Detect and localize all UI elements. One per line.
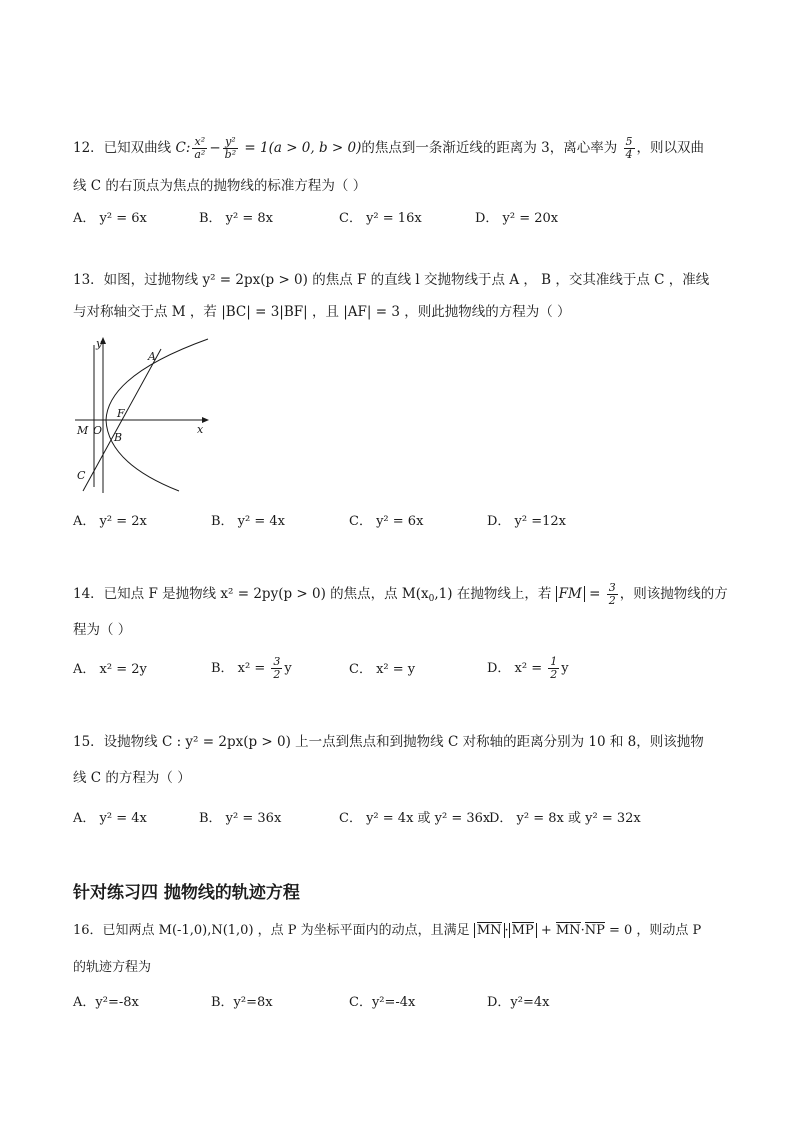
q14-frac	[607, 582, 618, 607]
section-heading: 针对练习四 抛物线的轨迹方程	[73, 883, 300, 903]
q16-vector-np: NP	[584, 923, 605, 938]
q12-option-d[interactable]: D． y² = 20x	[475, 211, 559, 226]
q14-abs-fm: FM	[556, 586, 585, 602]
q14-option-d-num: 1	[550, 655, 558, 668]
q14-text-suffix: ，则该抛物线的方	[619, 586, 728, 602]
q16-option-b[interactable]: B．y²=8x	[211, 995, 273, 1010]
q12-frac-y	[223, 136, 238, 161]
q13-option-c[interactable]: C． y² = 6x	[349, 514, 424, 529]
q14-subscript: 0	[428, 594, 435, 604]
q12-text-suffix: ，则以双曲	[636, 140, 705, 156]
q12-eq-rest: = 1(a > 0, b > 0)	[240, 140, 362, 156]
label-x: x	[197, 423, 204, 436]
q12-option-a[interactable]: A． y² = 6x	[73, 211, 147, 226]
label-m: M	[77, 424, 89, 437]
q12-frac-y-den: b²	[224, 148, 237, 161]
q12-curve: C:	[175, 140, 191, 156]
q14-option-d-frac	[548, 656, 559, 681]
q12-frac-x	[192, 136, 207, 161]
q14-option-b-den: 2	[273, 668, 281, 681]
q15-line2: 线 C 的方程为（ ）	[73, 770, 191, 786]
q16-option-c[interactable]: C．y²=-4x	[349, 995, 416, 1010]
q13-figure	[73, 335, 213, 495]
q14-option-b[interactable]	[211, 656, 292, 681]
q14-line1	[73, 582, 728, 609]
q16-text: 16．已知两点 M(-1,0),N(1,0) ，点 P 为坐标平面内的动点，且满足	[73, 923, 474, 938]
q12-option-b[interactable]: B． y² = 8x	[199, 211, 274, 226]
q14-option-d-text: D． x² =	[487, 661, 547, 676]
q16-dot: ·	[504, 923, 509, 938]
q16-abs-mn	[474, 923, 505, 938]
q12-minus: −	[209, 140, 221, 156]
q12-option-c[interactable]: C． y² = 16x	[339, 211, 422, 226]
label-y: y	[96, 337, 103, 350]
q16-vector-mn-2: MN	[555, 923, 581, 938]
q12-frac-x-num: x²	[192, 136, 207, 149]
q12-frac-y-num: y²	[223, 136, 238, 149]
q13-option-b[interactable]: B． y² = 4x	[211, 514, 286, 529]
q12-line1	[73, 136, 704, 161]
label-f: F	[117, 407, 125, 420]
q12-text: 12．已知双曲线	[73, 140, 176, 156]
q16-vector-mn: MN	[476, 923, 502, 938]
q16-option-a[interactable]: A．y²=-8x	[73, 995, 139, 1010]
q14-frac-num: 3	[608, 581, 616, 594]
q15-option-d[interactable]: D． y² = 8x 或 y² = 32x	[489, 811, 641, 826]
q14-option-d[interactable]	[487, 656, 569, 681]
q12-frac-x-den: a²	[194, 148, 206, 161]
q16-option-d[interactable]: D．y²=4x	[487, 995, 550, 1010]
q12-ecc	[624, 136, 635, 161]
q14-line2: 程为（ ）	[73, 622, 132, 638]
q15-line1: 15．设抛物线 C : y² = 2px(p > 0) 上一点到焦点和到抛物线 C 对称轴的距离分别为 10 和 8，则该抛物	[73, 734, 704, 750]
q14-option-b-frac	[271, 656, 282, 681]
label-b: B	[114, 431, 123, 444]
q14-option-b-var: y	[284, 661, 292, 676]
label-a: A	[148, 350, 156, 363]
q12-ecc-den: 4	[625, 148, 633, 161]
q15-option-a[interactable]: A． y² = 4x	[73, 811, 147, 826]
q16-vector-mp: MP	[511, 923, 534, 938]
q13-option-a[interactable]: A． y² = 2x	[73, 514, 147, 529]
q16-eq-zero: = 0 ，则动点 P	[604, 923, 702, 938]
q16-abs-mp	[509, 923, 537, 938]
q14-text: 14．已知点 F 是抛物线 x² = 2py(p > 0) 的焦点，点 M(x	[73, 586, 429, 602]
q14-frac-den: 2	[608, 594, 616, 607]
q14-option-d-den: 2	[550, 668, 558, 681]
q12-line2: 线 C 的右顶点为焦点的抛物线的标准方程为（ ）	[73, 178, 367, 194]
q12-text-mid: 的焦点到一条渐近线的距离为 3，离心率为	[361, 140, 622, 156]
q14-option-a[interactable]: A． x² = 2y	[73, 662, 147, 677]
q16-dot-2: ·	[580, 923, 585, 938]
q14-option-d-var: y	[561, 661, 569, 676]
q16-line1	[73, 921, 701, 941]
q14-option-b-num: 3	[273, 655, 281, 668]
q15-option-c[interactable]: C． y² = 4x 或 y² = 36x	[339, 811, 491, 826]
q16-line2: 的轨迹方程为	[73, 960, 152, 975]
q15-option-b[interactable]: B． y² = 36x	[199, 811, 282, 826]
q14-text-mid: ,1) 在抛物线上，若	[434, 586, 556, 602]
label-c: C	[77, 469, 86, 482]
q13-line1: 13．如图，过抛物线 y² = 2px(p > 0) 的焦点 F 的直线 l 交抛物线于点 A ， B ，交其准线于点 C ，准线	[73, 272, 710, 288]
q13-line2: 与对称轴交于点 M ，若 |BC| = 3|BF| ，且 |AF| = 3 ，则此抛物线的方程为（ ）	[73, 304, 571, 320]
q16-plus: +	[536, 923, 556, 938]
q14-option-c[interactable]: C． x² = y	[349, 662, 416, 677]
q13-option-d[interactable]: D． y² =12x	[487, 514, 567, 529]
q14-option-b-text: B． x² =	[211, 661, 270, 676]
label-o: O	[93, 424, 103, 437]
q14-eq: =	[584, 586, 605, 602]
q12-ecc-num: 5	[625, 135, 633, 148]
